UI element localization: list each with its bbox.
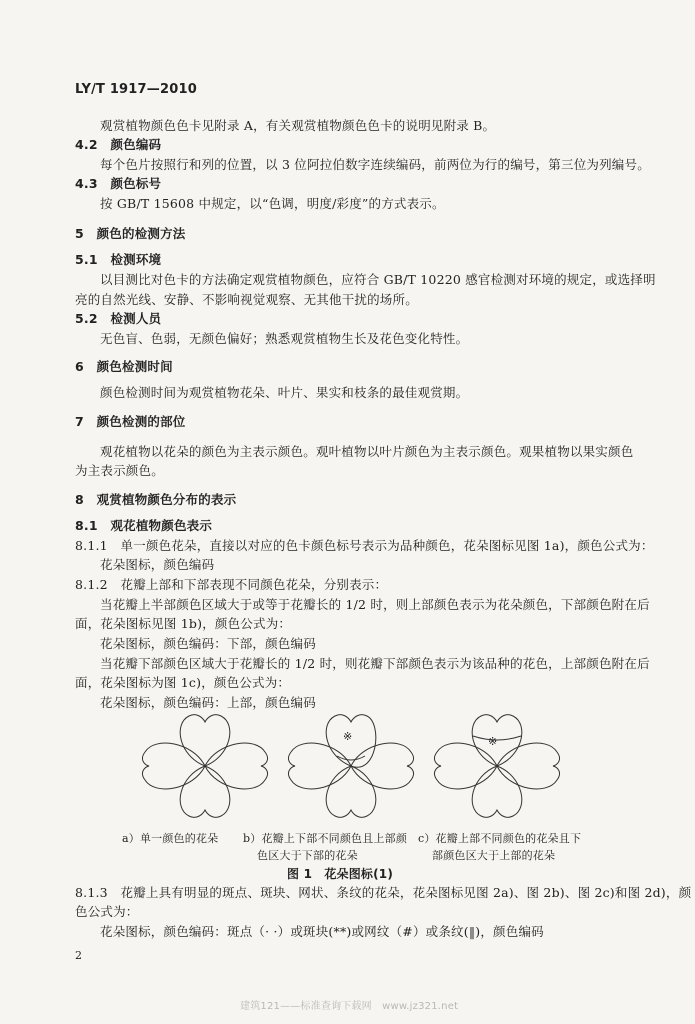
- pattern-symbol-b: ※: [343, 730, 353, 743]
- section-heading-8: 8 观赏植物颜色分布的表示: [75, 492, 237, 507]
- formula-line: 花朵图标，颜色编码：上部，颜色编码: [100, 695, 316, 710]
- paragraph: 每个色片按照行和列的位置，以 3 位阿拉伯数字连续编码，前两位为行的编号，第三位为列编号。: [100, 157, 650, 172]
- paragraph: 观花植物以花朵的颜色为主表示颜色。观叶植物以叶片颜色为主表示颜色。观果植物以果实颜色: [100, 444, 634, 459]
- figure-caption-a: a）单一颜色的花朵: [122, 832, 219, 845]
- section-heading-5: 5 颜色的检测方法: [75, 226, 186, 241]
- formula-line: 花朵图标，颜色编码: [100, 557, 215, 572]
- paragraph: 8.1.1 单一颜色花朵，直接以对应的色卡颜色标号表示为品种颜色，花朵图标见图 1a)，颜色公式为：: [75, 538, 654, 553]
- section-heading-7: 7 颜色检测的部位: [75, 414, 186, 429]
- formula-line: 花朵图标，颜色编码：斑点（· ·）或斑块(**)或网纹（#）或条纹(‖)，颜色编码: [100, 924, 544, 939]
- flower-icon-c: [427, 712, 567, 820]
- paragraph: 色公式为：: [75, 904, 139, 919]
- paragraph: 亮的自然光线、安静、不影响视觉观察、无其他干扰的场所。: [75, 292, 418, 307]
- paragraph: 颜色检测时间为观赏植物花朵、叶片、果实和枝条的最佳观赏期。: [100, 385, 469, 400]
- standard-code: LY/T 1917—2010: [75, 82, 197, 97]
- paragraph: 8.1.3 花瓣上具有明显的斑点、斑块、网状、条纹的花朵，花朵图标见图 2a)、图 2b)、图 2c)和图 2d)，颜: [75, 885, 692, 900]
- section-heading-6: 6 颜色检测时间: [75, 359, 173, 374]
- paragraph: 面，花朵图标为图 1c)，颜色公式为：: [75, 675, 291, 690]
- page-number: 2: [75, 949, 83, 962]
- section-heading-8-1: 8.1 观花植物颜色表示: [75, 518, 213, 533]
- formula-line: 花朵图标，颜色编码：下部，颜色编码: [100, 636, 316, 651]
- paragraph: 8.1.2 花瓣上部和下部表现不同颜色花朵，分别表示：: [75, 577, 388, 592]
- figure-caption-c-line1: c）花瓣上部不同颜色的花朵且下: [418, 832, 582, 845]
- watermark: 建筑121——标准查询下载网 www.jz321.net: [240, 1001, 459, 1012]
- figure-title: 图 1 花朵图标(1): [287, 867, 394, 881]
- section-heading-4-3: 4.3 颜色标号: [75, 176, 162, 191]
- flower-icon-a: [135, 712, 275, 820]
- paragraph: 当花瓣上半部颜色区域大于或等于花瓣长的 1/2 时，则上部颜色表示为花朵颜色，下部颜色附在后: [100, 597, 650, 612]
- paragraph: 以目测比对色卡的方法确定观赏植物颜色，应符合 GB/T 10220 感官检测对环境的规定，或选择明: [100, 272, 656, 287]
- paragraph: 面，花朵图标见图 1b)，颜色公式为：: [75, 616, 292, 631]
- section-heading-5-1: 5.1 检测环境: [75, 252, 162, 267]
- paragraph: 按 GB/T 15608 中规定，以“色调，明度/彩度”的方式表示。: [100, 196, 445, 211]
- paragraph: 无色盲、色弱，无颜色偏好；熟悉观赏植物生长及花色变化特性。: [100, 331, 469, 346]
- figure-caption-b-line2: 色区大于下部的花朵: [257, 849, 358, 862]
- pattern-symbol-c: ※: [488, 735, 498, 748]
- paragraph: 当花瓣下部颜色区域大于花瓣长的 1/2 时，则花瓣下部颜色表示为该品种的花色，上部颜色附在后: [100, 656, 650, 671]
- section-heading-4-2: 4.2 颜色编码: [75, 137, 162, 152]
- paragraph: 观赏植物颜色色卡见附录 A，有关观赏植物颜色色卡的说明见附录 B。: [100, 118, 496, 133]
- paragraph: 为主表示颜色。: [75, 463, 164, 478]
- section-heading-5-2: 5.2 检测人员: [75, 311, 162, 326]
- figure-caption-c-line2: 部颜色区大于上部的花朵: [432, 849, 556, 862]
- figure-caption-b-line1: b）花瓣上下部不同颜色且上部颜: [243, 832, 408, 845]
